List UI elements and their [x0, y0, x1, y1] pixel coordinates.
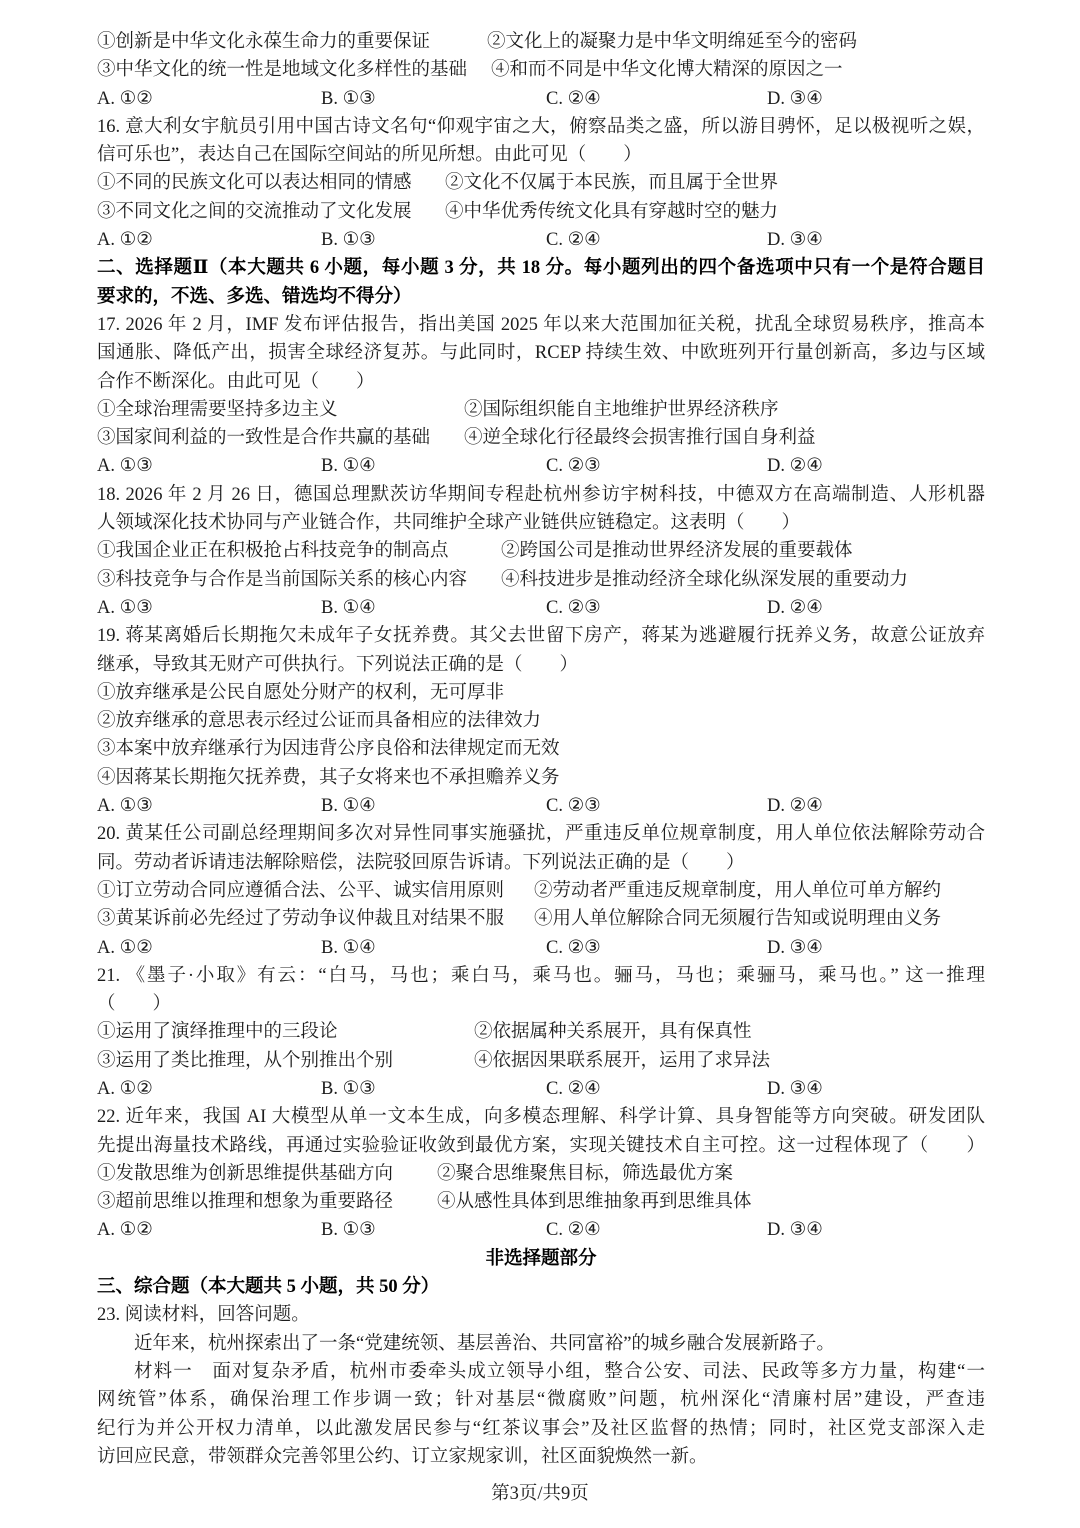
- q20-option-4: ④用人单位解除合同无须履行告知或说明理由义务: [534, 909, 942, 930]
- q20-stem-line-2: 同。劳动者诉请违法解除赔偿，法院驳回原告诉请。下列说法正确的是（ ）: [97, 852, 745, 873]
- q15-option-1: ①创新是中华文化永葆生命力的重要保证: [97, 32, 431, 52]
- q21-stem-line-1: 21. 《墨子·小取》有云：“白马，马也；乘白马，乘马也。骊马，马也；乘骊马，乘马也。” 这一推理: [97, 965, 985, 986]
- q21-option-1: ①运用了演绎推理中的三段论: [97, 1022, 338, 1043]
- q17-option-row-2: [97, 424, 985, 452]
- q20-option-2: ②劳动者严重违反规章制度，用人单位可单方解约: [534, 880, 942, 901]
- question-17: [97, 311, 985, 481]
- q17-stem-line-2: 国通胀、降低产出，损害全球经济复苏。与此同时，RCEP 持续生效、中欧班列开行量创新高，多边与区域: [97, 343, 985, 364]
- section-2-heading-line-2: 要求的，不选、多选、错选均不得分）: [97, 286, 412, 307]
- q16-option-1: ①不同的民族文化可以表达相同的情感: [97, 173, 412, 194]
- q17-answer-b: B. ①④: [321, 456, 376, 477]
- q18-stem-line-1: 18. 2026 年 2 月 26 日，德国总理默茨访华期间专程赴杭州参访宇树科技，中德双方在高端制造、人形机器: [97, 484, 985, 505]
- q22-option-1: ①发散思维为创新思维提供基础方向: [97, 1163, 394, 1184]
- q19-answer-d: D. ②④: [767, 796, 823, 817]
- q23-material-line-4: 访回应民意，带领群众完善邻里公约、订立家规家训，社区面貌焕然一新。: [97, 1446, 708, 1467]
- q22-option-4: ④从感性具体到思维抽象再到思维具体: [437, 1192, 752, 1213]
- q15-answer-b: B. ①③: [321, 88, 376, 109]
- q16-answer-a: A. ①②: [97, 230, 153, 251]
- q17-option-1: ①全球治理需要坚持多边主义: [97, 399, 338, 420]
- question-19: [97, 622, 985, 820]
- nonchoice-section-title: 非选择题部分: [485, 1248, 597, 1269]
- q19-option-4: ④因蒋某长期拖欠抚养费，其子女将来也不承担赡养义务: [97, 767, 560, 788]
- q19-option-3: ③本案中放弃继承行为因违背公序良俗和法律规定而无效: [97, 739, 560, 760]
- q20-answer-b: B. ①④: [321, 937, 376, 958]
- q18-answer-b: B. ①④: [321, 597, 376, 618]
- q22-option-3: ③超前思维以推理和想象为重要路径: [97, 1192, 394, 1213]
- q22-answer-b: B. ①③: [321, 1220, 376, 1241]
- q16-answer-d: D. ③④: [767, 230, 823, 251]
- q20-stem-line-1: 20. 黄某任公司副总经理期间多次对异性同事实施骚扰，严重违反单位规章制度，用人单位依法解除劳动合: [97, 824, 985, 845]
- q18-option-2: ②跨国公司是推动世界经济发展的重要载体: [501, 541, 853, 562]
- q16-stem-line-2: 信可乐也”，表达自己在国际空间站的所见所想。由此可见（ ）: [97, 145, 642, 166]
- q21-option-3: ③运用了类比推理，从个别推出个别: [97, 1050, 394, 1071]
- q23-paragraph-1: 近年来，杭州探索出了一条“党建统领、基层善治、共同富裕”的城乡融合发展新路子。: [134, 1333, 835, 1354]
- q17-option-3: ③国家间利益的一致性是合作共赢的基础: [97, 428, 431, 449]
- q22-option-2: ②聚合思维聚焦目标，筛选最优方案: [437, 1163, 734, 1184]
- q18-option-row-1: [97, 537, 985, 565]
- q19-option-2: ②放弃继承的意思表示经过公证而具备相应的法律效力: [97, 711, 542, 732]
- q21-stem-line-2: （ ）: [97, 994, 172, 1015]
- q16-answer-b: B. ①③: [321, 230, 376, 251]
- q18-option-1: ①我国企业正在积极抢占科技竞争的制高点: [97, 541, 449, 562]
- q17-option-2: ②国际组织能自主地维护世界经济秩序: [464, 399, 779, 420]
- q22-stem-line-2: 先提出海量技术路线，再通过实验验证收敛到最优方案，实现关键技术自主可控。这一过程体现了（ ）: [97, 1135, 985, 1156]
- q15-answer-c: C. ②④: [546, 88, 601, 109]
- q18-stem-line-2: 人领域深化技术协同与产业链合作，共同维护全球产业链供应链稳定。这表明（ ）: [97, 513, 801, 534]
- q17-stem-line-1: 17. 2026 年 2 月，IMF 发布评估报告，指出美国 2025 年以来大范围加征关税，扰乱全球贸易秩序，推高本: [97, 314, 985, 335]
- q19-answer-row: [97, 792, 985, 820]
- q20-option-3: ③黄某诉前必先经过了劳动争议仲裁且对结果不服: [97, 909, 505, 930]
- q22-option-row-1: [97, 1160, 985, 1188]
- q17-answer-row: [97, 452, 985, 480]
- q20-option-row-1: [97, 877, 985, 905]
- q19-answer-a: A. ①③: [97, 796, 153, 817]
- q18-option-4: ④科技进步是推动经济全球化纵深发展的重要动力: [501, 569, 909, 590]
- q15-option-2: ②文化上的凝聚力是中华文明绵延至今的密码: [487, 32, 858, 52]
- q16-stem-line-1: 16. 意大利女宇航员引用中国古诗文名句“仰观宇宙之大，俯察品类之盛，所以游目骋怀，足以极视听之娱，: [97, 116, 985, 137]
- q18-answer-c: C. ②③: [546, 597, 601, 618]
- section-2-heading: [97, 254, 985, 311]
- q17-answer-a: A. ①③: [97, 456, 153, 477]
- q17-option-4: ④逆全球化行径最终会损害推行国自身利益: [464, 428, 816, 449]
- q19-answer-b: B. ①④: [321, 796, 376, 817]
- q22-answer-a: A. ①②: [97, 1220, 153, 1241]
- q21-option-2: ②依据属种关系展开，具有保真性: [474, 1022, 752, 1043]
- q17-answer-d: D. ②④: [767, 456, 823, 477]
- q15-answer-a: A. ①②: [97, 88, 153, 109]
- question-23: [97, 1301, 985, 1471]
- page-number: 第3页/共9页: [491, 1484, 589, 1504]
- question-21: [97, 962, 985, 1103]
- q16-option-3: ③不同文化之间的交流推动了文化发展: [97, 201, 412, 222]
- q16-option-row-1: [97, 169, 985, 197]
- q21-answer-row: [97, 1075, 985, 1103]
- q15-option-3: ③中华文化的统一性是地域文化多样性的基础: [97, 60, 468, 81]
- q21-answer-c: C. ②④: [546, 1078, 601, 1099]
- q23-material-line-2: 网统管”体系，确保治理工作步调一致；针对基层“微腐败”问题，杭州深化“清廉村居”建设，严查违: [97, 1390, 985, 1411]
- q21-option-4: ④依据因果联系展开，运用了求异法: [474, 1050, 771, 1071]
- q17-stem-line-3: 合作不断深化。由此可见（ ）: [97, 371, 375, 392]
- q17-option-row-1: [97, 396, 985, 424]
- q21-answer-b: B. ①③: [321, 1078, 376, 1099]
- question-18: [97, 481, 985, 622]
- question-20: [97, 820, 985, 961]
- q15-option-4: ④和而不同是中华文化博大精深的原因之一: [491, 60, 843, 81]
- q16-option-row-2: [97, 198, 985, 226]
- q20-answer-a: A. ①②: [97, 937, 153, 958]
- section-2-heading-line-1: 二、选择题Ⅱ（本大题共 6 小题，每小题 3 分，共 18 分。每小题列出的四个备选项中只有一个是符合题目: [97, 258, 985, 279]
- q18-answer-a: A. ①③: [97, 597, 153, 618]
- q19-option-1: ①放弃继承是公民自愿处分财产的权利，无可厚非: [97, 682, 505, 703]
- q20-answer-row: [97, 934, 985, 962]
- question-15-remainder: [97, 28, 985, 113]
- question-22: [97, 1103, 985, 1244]
- q22-stem-line-1: 22. 近年来，我国 AI 大模型从单一文本生成，向多模态理解、科学计算、具身智能等方向突破。研发团队: [97, 1107, 985, 1128]
- q19-answer-c: C. ②③: [546, 796, 601, 817]
- q19-stem-line-1: 19. 蒋某离婚后长期拖欠未成年子女抚养费。其父去世留下房产，蒋某为逃避履行抚养义务，故意公证放弃: [97, 626, 985, 647]
- q16-option-2: ②文化不仅属于本民族，而且属于全世界: [445, 173, 779, 194]
- q21-option-row-2: [97, 1047, 985, 1075]
- q22-option-row-2: [97, 1188, 985, 1216]
- q15-option-row-1: [97, 28, 985, 56]
- q16-answer-c: C. ②④: [546, 230, 601, 251]
- q20-option-1: ①订立劳动合同应遵循合法、公平、诚实信用原则: [97, 880, 505, 901]
- exam-body: [97, 28, 985, 1471]
- q20-answer-c: C. ②③: [546, 937, 601, 958]
- q22-answer-c: C. ②④: [546, 1220, 601, 1241]
- q18-answer-d: D. ②④: [767, 597, 823, 618]
- section-3-heading: 三、综合题（本大题共 5 小题，共 50 分）: [97, 1277, 440, 1298]
- q18-option-row-2: [97, 566, 985, 594]
- q19-stem-line-2: 继承，导致其无财产可供执行。下列说法正确的是（ ）: [97, 654, 579, 675]
- q22-answer-d: D. ③④: [767, 1220, 823, 1241]
- q21-answer-d: D. ③④: [767, 1078, 823, 1099]
- q23-material-line-1: 材料一 面对复杂矛盾，杭州市委牵头成立领导小组，整合公安、司法、民政等多方力量，构建“一: [134, 1361, 985, 1382]
- q23-lead: 23. 阅读材料，回答问题。: [97, 1305, 310, 1326]
- q16-option-4: ④中华优秀传统文化具有穿越时空的魅力: [445, 201, 779, 222]
- q20-option-row-2: [97, 905, 985, 933]
- q18-answer-row: [97, 594, 985, 622]
- q16-answer-row: [97, 226, 985, 254]
- q21-answer-a: A. ①②: [97, 1078, 153, 1099]
- q15-answer-d: D. ③④: [767, 88, 823, 109]
- q17-answer-c: C. ②③: [546, 456, 601, 477]
- q22-answer-row: [97, 1216, 985, 1244]
- q15-answer-row: [97, 85, 985, 113]
- q18-option-3: ③科技竞争与合作是当前国际关系的核心内容: [97, 569, 468, 590]
- q20-answer-d: D. ③④: [767, 937, 823, 958]
- q23-material-line-3: 纪行为并公开权力清单，以此激发居民参与“红茶议事会”及社区监督的热情；同时，社区党支部深入走: [97, 1418, 985, 1439]
- q21-option-row-1: [97, 1018, 985, 1046]
- q15-option-row-2: [97, 56, 985, 84]
- question-16: [97, 113, 985, 254]
